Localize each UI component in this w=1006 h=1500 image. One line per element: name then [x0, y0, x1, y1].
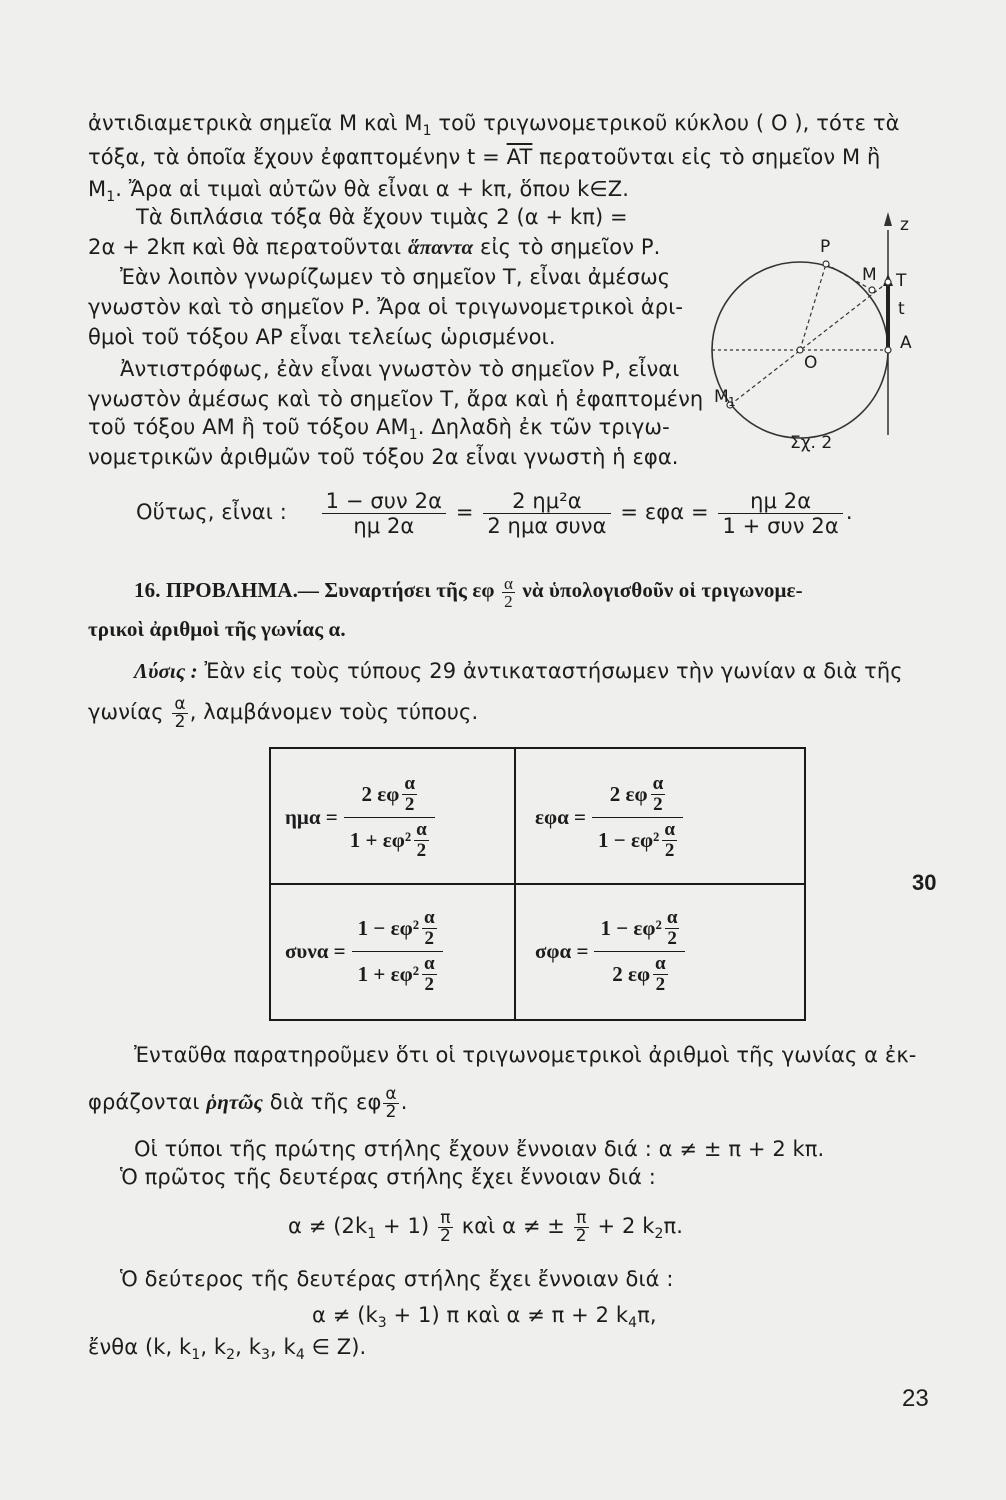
arrow-head	[884, 212, 892, 226]
label-P: P	[820, 237, 831, 257]
trig-circle-figure	[700, 200, 940, 470]
text-line: Ἀντιστρόφως, ἐὰν εἶναι γνωστὸν τὸ σημεῖον Ρ, εἶναι	[120, 357, 680, 381]
text-line: τόξα, τὰ ὁποῖα ἔχουν ἐφαπτομένην $t = \overline{AT}$ περατοῦνται εἰς τὸ σημεῖον Μ ἢ	[88, 145, 881, 169]
point-M	[869, 287, 875, 293]
label-O: O	[804, 353, 818, 373]
identity-formula: Οὕτως, εἶναι : $\frac{\text{1 − συν 2α}}{\eta\mu 2\alpha}$ = $\frac{\text{2 ημ²α}}{\text{2 ημα συνα}}$ = εφα = $\frac{\eta\mu 2\alpha}{\text{1 + συν 2α}}$ .	[136, 488, 853, 538]
point-O	[797, 347, 803, 353]
label-M: M	[862, 265, 877, 285]
diameter-MM1	[730, 282, 888, 405]
text-line: Οἱ τύποι τῆς πρώτης στήλης ἔχουν ἔννοιαν διά : α ≠ ± π + 2 kπ.	[134, 1137, 825, 1161]
formula-cot: σφα = 1 − εφ² α 2 2 εφ α 2	[535, 891, 685, 1011]
text-line: νομετρικῶν ἀριθμῶν τοῦ τόξου 2α εἶναι γνωστὴ ἡ εφα.	[88, 445, 679, 469]
page-number: 23	[902, 1385, 929, 1412]
text-line: Τὰ διπλάσια τόξα θὰ ἔχουν τιμὰς 2 (α + kπ) =	[136, 205, 628, 229]
condition-formula-2: $\alpha \ne (k_3 + 1)$ π καὶ α ≠ π + 2 $k_4\pi$,	[312, 1303, 657, 1332]
formula-cos: συνα = 1 − εφ² α 2 1 + εφ² α 2	[285, 891, 443, 1011]
problem-heading-cont: τρικοὶ ἀριθμοὶ τῆς γωνίας α.	[88, 617, 346, 641]
label-T: T	[896, 271, 907, 291]
figure-caption: Σχ. 2	[790, 433, 833, 453]
text-line: τοῦ τόξου ΑΜ ἢ τοῦ τόξου $AM_1$. Δηλαδὴ ἐκ τῶν τριγω-	[88, 415, 670, 444]
text-line: Ἐνταῦθα παρατηροῦμεν ὅτι οἱ τριγωνομετρικοὶ ἀριθμοὶ τῆς γωνίας α ἐκ-	[134, 1043, 917, 1067]
point-A	[885, 347, 891, 353]
label-t: t	[898, 299, 905, 319]
text-line: Ὁ πρῶτος τῆς δευτέρας στήλης ἔχει ἔννοιαν διά :	[120, 1165, 656, 1189]
text-line: ἔνθα (k, $k_1$, $k_2$, $k_3$, $k_4$ ∈ Z).	[88, 1335, 367, 1364]
problem-heading: 16. ΠΡΟΒΛΗΜΑ.— Συναρτήσει τῆς εφ $\frac{\alpha}{2}$ νὰ ὑπολογισθοῦν οἱ τριγωνομε-	[134, 573, 803, 611]
text-line: Ὁ δεύτερος τῆς δευτέρας στήλης ἔχει ἔννοιαν διά :	[120, 1267, 674, 1291]
text-line: γνωστὸν καὶ τὸ σημεῖον Ρ. Ἄρα οἱ τριγωνομετρικοὶ ἀρι-	[88, 295, 684, 319]
text-line: ἀντιδιαμετρικὰ σημεῖα Μ καὶ $M_1$ τοῦ τριγωνομετρικοῦ κύκλου ( Ο ), τότε τὰ	[88, 111, 900, 140]
solution-line: Λύσις : Ἐὰν εἰς τοὺς τύπους 29 ἀντικαταστήσωμεν τὴν γωνίαν α διὰ τῆς	[134, 659, 903, 683]
label-z: z	[900, 215, 909, 235]
label-M1: M	[714, 387, 729, 407]
text-line: γνωστὸν ἀμέσως καὶ τὸ σημεῖον Τ, ἄρα καὶ ἡ ἐφαπτομένη	[88, 387, 704, 411]
solution-line: γωνίας $\frac{\alpha}{2}$ , λαμβάνομεν τοὺς τύπους.	[88, 693, 479, 732]
formula-table	[269, 747, 806, 1021]
text-line: φράζονται ῥητῶς διὰ τῆς εφ $\frac{\alpha}{2}$ .	[88, 1083, 408, 1122]
text-line: θμοὶ τοῦ τόξου ΑΡ εἶναι τελείως ὡρισμένοι.	[88, 325, 556, 349]
text-line: Ἐὰν λοιπὸν γνωρίζωμεν τὸ σημεῖον Τ, εἶναι ἀμέσως	[120, 265, 671, 289]
formula-tan: εφα = 2 εφ α 2 1 − εφ² α 2	[535, 757, 683, 877]
point-T	[885, 279, 891, 285]
radius-OP	[800, 264, 826, 350]
label-M1-sub: 1	[728, 395, 736, 409]
condition-formula-1: $\alpha \ne (2k_1 + 1)$ $\frac{\pi}{2}$ καὶ α ≠ ± $\frac{\pi}{2}$ + 2 $k_2\pi$.	[288, 1207, 684, 1246]
text-line: $M_1$. Ἄρα αἱ τιμαὶ αὐτῶν θὰ εἶναι α + kπ, ὅπου k∈Z.	[88, 177, 630, 206]
side-number: 30	[912, 870, 937, 895]
formula-sin: ημα = 2 εφ α 2 1 + εφ² α 2	[285, 757, 435, 877]
label-A: A	[900, 333, 912, 353]
point-P	[823, 261, 829, 267]
text-line: 2α + 2kπ καὶ θὰ περατοῦνται ἅπαντα εἰς τὸ σημεῖον Ρ.	[88, 235, 661, 259]
